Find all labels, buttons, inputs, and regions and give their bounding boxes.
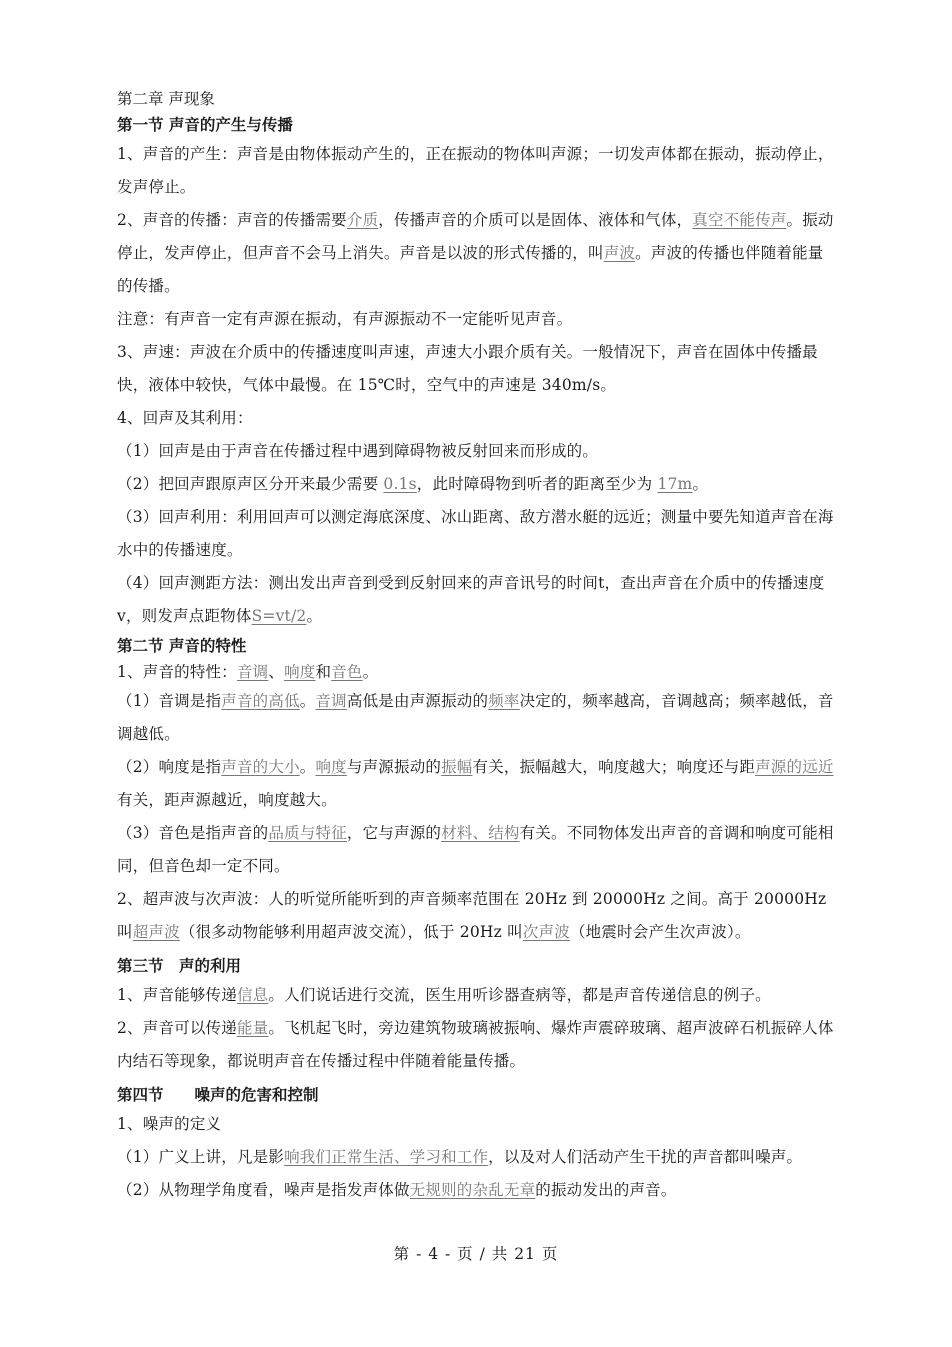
paragraph: 3、声速：声波在介质中的传播速度叫声速，声速大小跟介质有关。一般情况下，声音在固体中传播最快，液体中较快，气体中最慢。在 15℃时，空气中的声速是 340m/s。 [117,343,818,394]
section-2-title: 第二节 声音的特性 [117,636,247,655]
list-item: （1）音调是指声音的高低。音调高低是由声源振动的频率决定的，频率越高，音调越高；频率越低，音调越低。 [117,692,834,743]
paragraph: 2、声音的传播：声音的传播需要介质，传播声音的介质可以是固体、液体和气体，真空不能传声。振动停止，发声停止，但声音不会马上消失。声音是以波的形式传播的，叫声波。声波的传播也伴随着能量的传播。 [117,211,834,295]
chapter-title: 第二章 声现象 [117,90,215,108]
page-footer: 第 - 4 - 页 / 共 21 页 [393,1245,559,1263]
paragraph: 1、声音的特性：音调、响度和音色。 [117,663,379,681]
paragraph: 4、回声及其利用： [117,409,253,427]
list-item: （2）响度是指声音的大小。响度与声源振动的振幅有关，振幅越大，响度越大；响度还与距声源的远近有关，距声源越近，响度越大。 [117,758,834,809]
list-item: （2）从物理学角度看，噪声是指发声体做无规则的杂乱无章的振动发出的声音。 [117,1181,677,1199]
document-page [117,86,839,1207]
note: 注意：有声音一定有声源在振动，有声源振动不一定能听见声音。 [117,310,573,328]
list-item: （3）回声利用：利用回声可以测定海底深度、冰山距离、敌方潜水艇的远近；测量中要先知道声音在海水中的传播速度。 [117,508,834,559]
paragraph: 1、声音的产生：声音是由物体振动产生的，正在振动的物体叫声源；一切发声体都在振动，振动停止，发声停止。 [117,145,834,196]
list-item: （2）把回声跟原声区分开来最少需要 0.1s，此时障碍物到听者的距离至少为 17m。 [117,475,709,493]
section-4-title: 第四节 噪声的危害和控制 [117,1085,319,1104]
section-3-title: 第三节 声的利用 [117,956,242,975]
list-item: （4）回声测距方法：测出发出声音到受到反射回来的声音讯号的时间t，查出声音在介质中的传播速度v，则发声点距物体S=vt/2。 [117,574,825,625]
list-item: （3）音色是指声音的品质与特征，它与声源的材料、结构有关。不同物体发出声音的音调和响度可能相同，但音色却一定不同。 [117,824,834,875]
paragraph: 1、噪声的定义 [117,1115,222,1133]
paragraph: 2、声音可以传递能量。飞机起飞时，旁边建筑物玻璃被振响、爆炸声震碎玻璃、超声波碎石机振碎人体内结石等现象，都说明声音在传播过程中伴随着能量传播。 [117,1019,834,1070]
paragraph: 1、声音能够传递信息。人们说话进行交流，医生用听诊器查病等，都是声音传递信息的例子。 [117,986,771,1004]
section-1-title: 第一节 声音的产生与传播 [117,115,293,134]
list-item: （1）回声是由于声音在传播过程中遇到障碍物被反射回来而形成的。 [117,442,599,460]
paragraph: 2、超声波与次声波：人的听觉所能听到的声音频率范围在 20Hz 到 20000Hz 之间。高于 20000Hz 叫超声波（很多动物能够利用超声波交流），低于 20Hz 叫次声波（地震时会产生次声波）。 [117,890,827,941]
list-item: （1）广义上讲，凡是影响我们正常生活、学习和工作，以及对人们活动产生干扰的声音都叫噪声。 [117,1148,803,1166]
